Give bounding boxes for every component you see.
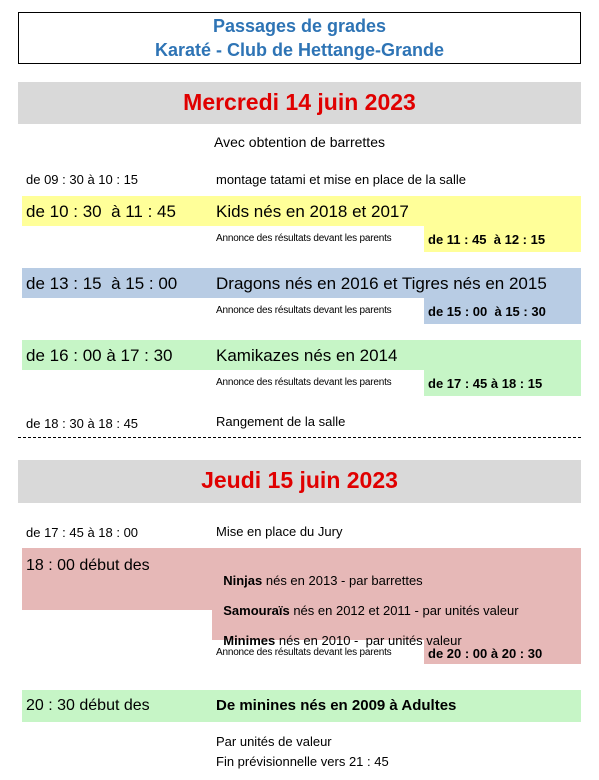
header-club: Karaté - Club de Hettange-Grande xyxy=(154,40,445,60)
wednesday-title: Mercredi 14 juin 2023 xyxy=(183,89,416,115)
ninjas-label: Ninjas xyxy=(223,573,263,588)
kids-result-time: de 11 : 45 à 12 : 15 xyxy=(428,232,546,247)
wednesday-band xyxy=(18,82,581,124)
wednesday-subtitle: Avec obtention de barrettes xyxy=(214,134,385,150)
kids-text: Kids nés en 2018 et 2017 xyxy=(216,202,409,221)
cleanup-time: de 18 : 30 à 18 : 45 xyxy=(26,416,139,431)
group1-note: Annonce des résultats devant les parents xyxy=(216,647,392,658)
kamikazes-time: de 16 : 00 à 17 : 30 xyxy=(26,346,173,365)
group2-end: Fin prévisionnelle vers 21 : 45 xyxy=(216,754,389,769)
dragons-text: Dragons nés en 2016 et Tigres nés en 2015 xyxy=(216,274,547,293)
group1-samourais-line xyxy=(216,588,519,618)
group2-time: 20 : 30 début des xyxy=(26,697,150,714)
dragons-time: de 13 : 15 à 15 : 00 xyxy=(26,274,178,293)
kamikazes-note: Annonce des résultats devant les parents xyxy=(216,377,392,388)
setup-text: montage tatami et mise en place de la salle xyxy=(216,172,467,187)
ninjas-text: nés en 2013 - par barrettes xyxy=(262,573,423,588)
kamikazes-result-time: de 17 : 45 à 18 : 15 xyxy=(428,376,543,391)
group1-ninjas-line xyxy=(216,558,423,588)
cleanup-text: Rangement de la salle xyxy=(216,414,346,429)
day-separator xyxy=(18,437,581,438)
minimes-text: nés en 2010 - par unités valeur xyxy=(275,633,462,648)
group1-result-time: de 20 : 00 à 20 : 30 xyxy=(428,646,543,661)
header-box xyxy=(18,12,581,64)
group1-time: 18 : 00 début des xyxy=(26,557,150,574)
group1-minimes-line xyxy=(216,618,462,648)
kids-note: Annonce des résultats devant les parents xyxy=(216,233,392,244)
group2-text: De minines nés en 2009 à Adultes xyxy=(216,697,457,714)
kids-time: de 10 : 30 à 11 : 45 xyxy=(26,202,176,221)
jury-time: de 17 : 45 à 18 : 00 xyxy=(26,525,139,540)
samourais-label: Samouraïs xyxy=(223,603,290,618)
samourais-text: nés en 2012 et 2011 - par unités valeur xyxy=(289,603,519,618)
setup-time: de 09 : 30 à 10 : 15 xyxy=(26,172,139,187)
thursday-band xyxy=(18,460,581,503)
dragons-note: Annonce des résultats devant les parents xyxy=(216,305,392,316)
dragons-result-time: de 15 : 00 à 15 : 30 xyxy=(428,304,546,319)
kamikazes-text: Kamikazes nés en 2014 xyxy=(216,346,398,365)
header-title: Passages de grades xyxy=(212,16,387,36)
thursday-title: Jeudi 15 juin 2023 xyxy=(201,467,398,493)
group2-units: Par unités de valeur xyxy=(216,734,332,749)
minimes-label: Minimes xyxy=(223,633,276,648)
jury-text: Mise en place du Jury xyxy=(216,524,343,539)
